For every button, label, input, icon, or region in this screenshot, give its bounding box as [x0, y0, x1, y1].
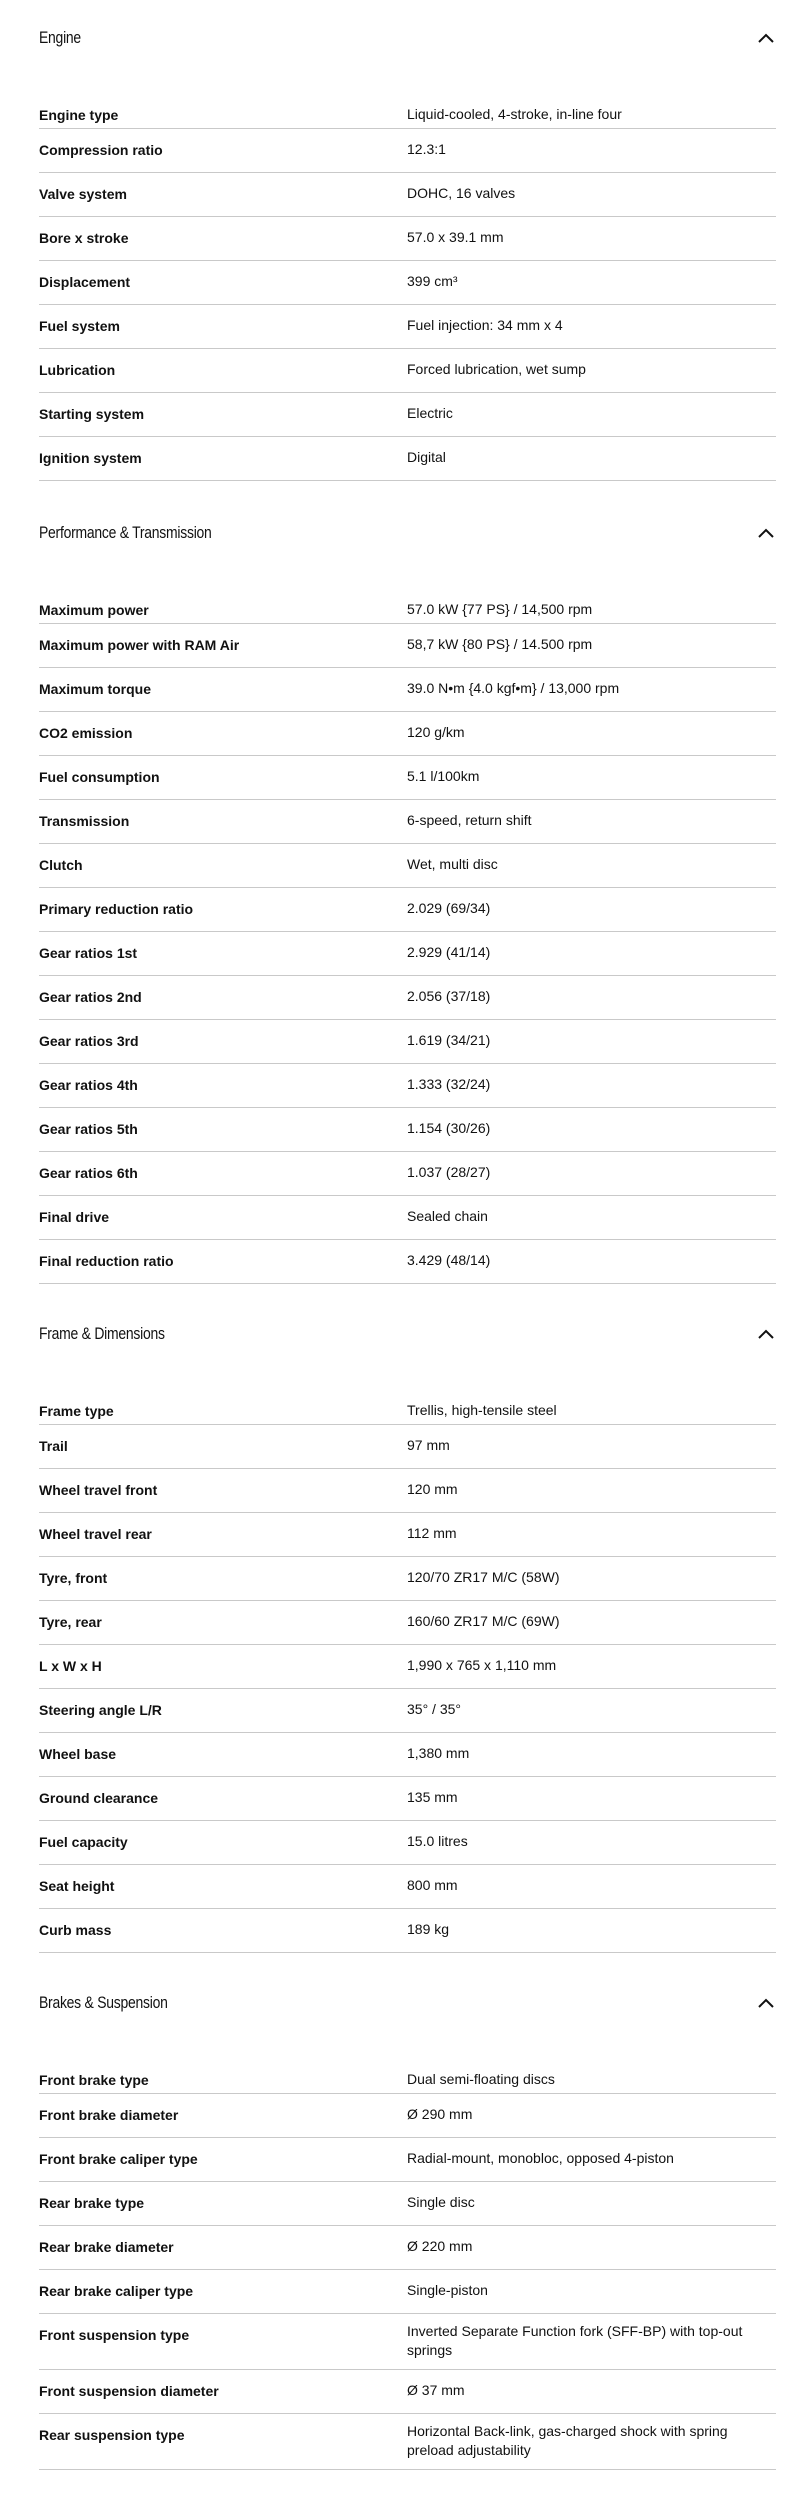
spec-value: 12.3:1 — [407, 141, 446, 157]
section-title: Frame & Dimensions — [39, 1324, 165, 1343]
spec-label: Engine type — [39, 107, 119, 123]
section-header[interactable] — [0, 18, 804, 58]
spec-label: Rear suspension type — [39, 2427, 185, 2443]
spec-value: DOHC, 16 valves — [407, 185, 516, 201]
spec-value: 57.0 kW {77 PS} / 14,500 rpm — [407, 601, 593, 617]
spec-value: 1.154 (30/26) — [407, 1120, 491, 1136]
spec-label: Trail — [39, 1438, 68, 1454]
spec-label: Displacement — [39, 274, 131, 290]
spec-label: Curb mass — [39, 1922, 112, 1938]
spec-label: Fuel capacity — [39, 1834, 128, 1850]
section-title: Brakes & Suspension — [39, 1993, 168, 2012]
spec-row — [39, 348, 776, 393]
spec-label: Front brake diameter — [39, 2107, 179, 2123]
spec-value: Dual semi-floating discs — [407, 2071, 555, 2087]
spec-value: 120 mm — [407, 1481, 458, 1497]
section-header[interactable] — [0, 1314, 804, 1354]
spec-row — [39, 843, 776, 888]
spec-label: Primary reduction ratio — [39, 901, 194, 917]
spec-label: Wheel travel rear — [39, 1526, 152, 1542]
spec-value: 6-speed, return shift — [407, 812, 532, 828]
spec-row — [39, 1392, 776, 1425]
spec-value: 1,380 mm — [407, 1745, 470, 1761]
spec-value: 3.429 (48/14) — [407, 1252, 491, 1268]
spec-label: Fuel system — [39, 318, 120, 334]
spec-value: Ø 290 mm — [407, 2106, 473, 2122]
spec-value: Fuel injection: 34 mm x 4 — [407, 317, 563, 333]
spec-label: Frame type — [39, 1403, 114, 1419]
spec-value: Sealed chain — [407, 1208, 488, 1224]
spec-row — [39, 887, 776, 932]
spec-row — [39, 96, 776, 129]
spec-label: Transmission — [39, 813, 130, 829]
spec-label: Gear ratios 1st — [39, 945, 138, 961]
spec-value: 39.0 N•m {4.0 kgf•m} / 13,000 rpm — [407, 680, 620, 696]
spec-value: 15.0 litres — [407, 1833, 468, 1849]
spec-value: Forced lubrication, wet sump — [407, 361, 586, 377]
spec-value: 1,990 x 765 x 1,110 mm — [407, 1657, 557, 1673]
spec-row — [39, 1556, 776, 1601]
spec-label: Maximum power — [39, 602, 149, 618]
spec-row — [39, 1688, 776, 1733]
section-title: Engine — [39, 28, 81, 47]
spec-label: Front brake caliper type — [39, 2151, 198, 2167]
spec-value: 112 mm — [407, 1525, 457, 1541]
spec-value: Electric — [407, 405, 453, 421]
spec-value: 800 mm — [407, 1877, 458, 1893]
section-title: Performance & Transmission — [39, 523, 212, 542]
spec-row — [39, 1195, 776, 1240]
spec-label: Rear brake caliper type — [39, 2283, 194, 2299]
spec-label: Tyre, front — [39, 1570, 108, 1586]
spec-row — [39, 931, 776, 976]
spec-row — [39, 711, 776, 756]
spec-row — [39, 975, 776, 1020]
spec-row — [39, 1820, 776, 1865]
spec-value: 189 kg — [407, 1921, 450, 1937]
spec-value: 2.029 (69/34) — [407, 900, 491, 916]
spec-value: 57.0 x 39.1 mm — [407, 229, 504, 245]
spec-value: Single disc — [407, 2194, 475, 2210]
spec-label: Gear ratios 6th — [39, 1165, 138, 1181]
spec-row — [39, 2313, 776, 2370]
spec-label: Front suspension diameter — [39, 2383, 219, 2399]
spec-row — [39, 1864, 776, 1909]
spec-label: Wheel base — [39, 1746, 117, 1762]
spec-label: Wheel travel front — [39, 1482, 158, 1498]
spec-row — [39, 1468, 776, 1513]
spec-value: 97 mm — [407, 1437, 450, 1453]
spec-label: Front suspension type — [39, 2327, 190, 2343]
spec-label: Gear ratios 3rd — [39, 1033, 139, 1049]
spec-row — [39, 304, 776, 349]
spec-row — [39, 1424, 776, 1469]
spec-label: Final reduction ratio — [39, 1253, 174, 1269]
spec-label: Bore x stroke — [39, 230, 129, 246]
spec-row — [39, 1063, 776, 1108]
spec-value: Liquid-cooled, 4-stroke, in-line four — [407, 106, 622, 122]
spec-value: 120 g/km — [407, 724, 465, 740]
spec-row — [39, 172, 776, 217]
spec-value: 1.333 (32/24) — [407, 1076, 491, 1092]
spec-label: Ignition system — [39, 450, 142, 466]
spec-label: Final drive — [39, 1209, 110, 1225]
spec-label: Front brake type — [39, 2072, 149, 2088]
spec-value: 35° / 35° — [407, 1701, 462, 1717]
spec-label: Ground clearance — [39, 1790, 159, 1806]
spec-row — [39, 128, 776, 173]
spec-row — [39, 260, 776, 305]
spec-row — [39, 1644, 776, 1689]
spec-label: Maximum torque — [39, 681, 152, 697]
spec-label: Clutch — [39, 857, 83, 873]
spec-label: Valve system — [39, 186, 127, 202]
spec-label: Rear brake type — [39, 2195, 145, 2211]
spec-row — [39, 591, 776, 624]
spec-label: Lubrication — [39, 362, 116, 378]
spec-value: Radial-mount, monobloc, opposed 4-piston — [407, 2150, 674, 2166]
chevron-up-icon[interactable] — [757, 1326, 775, 1342]
spec-row — [39, 755, 776, 800]
spec-value: 160/60 ZR17 M/C (69W) — [407, 1613, 560, 1629]
spec-value: 399 cm³ — [407, 273, 458, 289]
spec-value: 1.037 (28/27) — [407, 1164, 491, 1180]
spec-value: 135 mm — [407, 1789, 458, 1805]
spec-value: Inverted Separate Function fork (SFF-BP) with top-out springs — [407, 2323, 743, 2358]
spec-row — [39, 1732, 776, 1777]
chevron-up-icon[interactable] — [757, 1995, 775, 2011]
spec-row — [39, 436, 776, 481]
spec-row — [39, 2093, 776, 2138]
spec-value: Ø 37 mm — [407, 2382, 465, 2398]
spec-row — [39, 799, 776, 844]
spec-row — [39, 2413, 776, 2470]
spec-label: Steering angle L/R — [39, 1702, 162, 1718]
spec-value: 1.619 (34/21) — [407, 1032, 491, 1048]
spec-row — [39, 2137, 776, 2182]
spec-value: 120/70 ZR17 M/C (58W) — [407, 1569, 560, 1585]
spec-label: Rear brake diameter — [39, 2239, 174, 2255]
section-header[interactable] — [0, 1983, 804, 2023]
spec-row — [39, 1512, 776, 1557]
spec-value: Trellis, high-tensile steel — [407, 1402, 557, 1418]
spec-row — [39, 667, 776, 712]
spec-row — [39, 1908, 776, 1953]
spec-row — [39, 1151, 776, 1196]
spec-label: Gear ratios 2nd — [39, 989, 142, 1005]
spec-value: 2.929 (41/14) — [407, 944, 491, 960]
spec-label: Fuel consumption — [39, 769, 160, 785]
spec-value: Digital — [407, 449, 446, 465]
spec-row — [39, 1239, 776, 1284]
spec-value: Ø 220 mm — [407, 2238, 473, 2254]
spec-row — [39, 216, 776, 261]
spec-value: Single-piston — [407, 2282, 488, 2298]
spec-row — [39, 1600, 776, 1645]
spec-row — [39, 2225, 776, 2270]
spec-label: Gear ratios 5th — [39, 1121, 138, 1137]
chevron-up-icon[interactable] — [757, 525, 775, 541]
spec-row — [39, 1019, 776, 1064]
spec-label: Gear ratios 4th — [39, 1077, 138, 1093]
spec-label: L x W x H — [39, 1658, 102, 1674]
spec-value: 2.056 (37/18) — [407, 988, 491, 1004]
spec-label: Maximum power with RAM Air — [39, 637, 240, 653]
spec-label: Seat height — [39, 1878, 115, 1894]
spec-value: Wet, multi disc — [407, 856, 498, 872]
spec-row — [39, 1776, 776, 1821]
spec-row — [39, 2061, 776, 2094]
spec-row — [39, 2269, 776, 2314]
spec-value: 5.1 l/100km — [407, 768, 480, 784]
spec-value: Horizontal Back-link, gas-charged shock with spring preload adjustability — [407, 2423, 728, 2458]
spec-row — [39, 2369, 776, 2414]
spec-value: 58,7 kW {80 PS} / 14.500 rpm — [407, 636, 593, 652]
spec-label: Tyre, rear — [39, 1614, 102, 1630]
section-header[interactable] — [0, 513, 804, 553]
spec-label: CO2 emission — [39, 725, 133, 741]
spec-row — [39, 2181, 776, 2226]
spec-label: Starting system — [39, 406, 145, 422]
spec-row — [39, 392, 776, 437]
spec-row — [39, 623, 776, 668]
spec-row — [39, 1107, 776, 1152]
chevron-up-icon[interactable] — [757, 30, 775, 46]
spec-label: Compression ratio — [39, 142, 163, 158]
